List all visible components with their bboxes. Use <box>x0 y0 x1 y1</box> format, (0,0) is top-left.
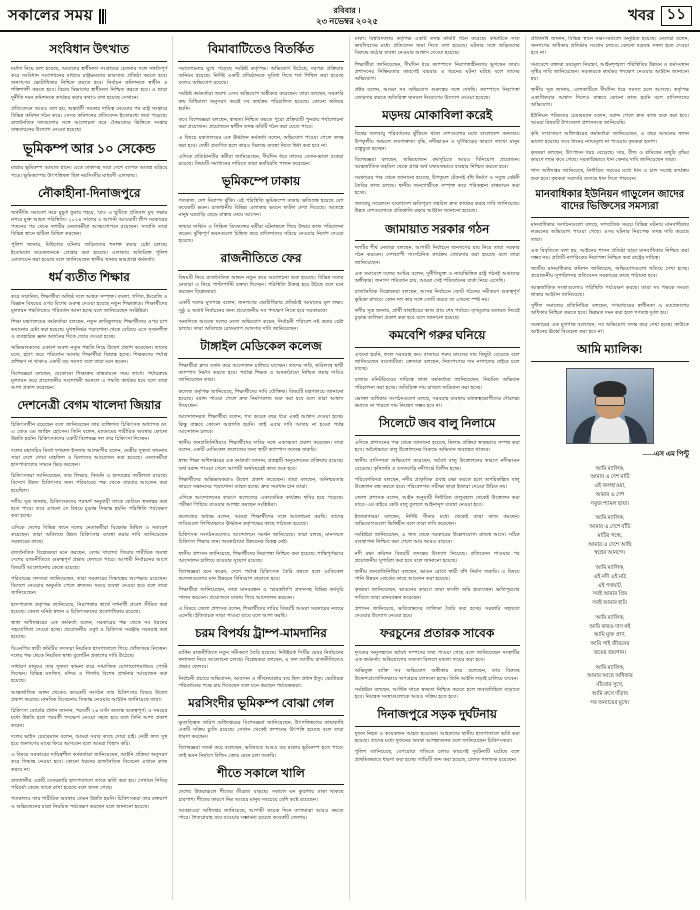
article-paragraph: নির্বাচনী প্রচারে অভিবাসন, আবাসন ও জীবনযাত্রার ব্যয় ছিল প্রধান ইস্যু। ভোটাররা পরিবর্তনের পক্ষে রায় দিয়েছেন বলে মনে করছেন পর্যবেক্ষকরা। <box>178 675 344 689</box>
article-columns <box>0 32 700 906</box>
article-paragraph: এক সমাবেশে দলের আমির বলেন, দুর্নীতিমুক্ত ও ন্যায়ভিত্তিক রাষ্ট্র গঠনই আমাদের অঙ্গীকার। জনগণ পরিবর্তন চায়, আমরা সেই পরিবর্তনের বার্তা নিয়ে এসেছি। <box>354 270 520 285</box>
poem-line: সবই আমার হাট। <box>592 600 628 607</box>
article <box>178 339 343 620</box>
photo-shirt <box>591 415 629 443</box>
column-2 <box>172 36 348 900</box>
article-headline[interactable]: মড়দয় মোকাবিলা করেই <box>382 107 493 122</box>
article-paragraph: সুশীল সমাজের প্রতিনিধিরা বলছেন, গণমাধ্যমের স্বাধীনতা ও মতপ্রকাশের অধিকার নিশ্চিত করতে হবে। ভিন্নমত দমন করা হলে গণতন্ত্র দুর্বল হয়। <box>530 303 689 317</box>
poem-line: আমি ম্যালিক, <box>595 515 625 522</box>
article-paragraph: রাজনৈতিক বিশ্লেষকরা বলছেন, আসন্ন নির্বাচনে জোট গঠনের সমীকরণ গুরুত্বপূর্ণ ভূমিকা রাখবে। কোন দল কার সঙ্গে জোট করবে তা এখনো স্পষ্ট নয়। <box>354 289 520 303</box>
article-paragraph: শিক্ষার্থীদের অভিভাবকরাও উদ্বেগ প্রকাশ করেছেন। তারা বলছেন, অনিশ্চয়তার কারণে সন্তানদের পড়াশোনা ব্যাহত হচ্ছে। দ্রুত সমাধান চান তারা। <box>178 476 344 491</box>
article-paragraph: স্থানীয় জনপ্রতিনিধিরাও শিক্ষার্থীদের দাবির সঙ্গে একাত্মতা প্রকাশ করেছেন। তারা বলেন, একটি মেডিকেল কলেজের জন্য স্থায়ী ক্যাম্পাস অত্যন্ত জরুরি। <box>178 439 344 454</box>
article <box>531 36 689 83</box>
article <box>355 416 520 620</box>
article-paragraph: দলীয় সূত্র জানায়, প্রার্থী বাছাইয়ের কাজ প্রায় শেষ পর্যায়ে। তৃণমূলের মতামত নিয়েই চূড়ান্ত তালিকা প্রকাশ করা হবে বলে জানানো হয়েছে। <box>354 307 520 321</box>
masthead <box>0 0 700 32</box>
column-4 <box>525 36 694 900</box>
article-paragraph: এখনো হয়নি, ফলে সরবরাহ কম। বাজারে গরুর মাংসের দাম কিছুটা বেড়েছে বলে জানিয়েছেন ব্যবসায়ীরা। ক্রেতারা বলছেন, নিত্যপণ্যের দাম নাগালের বাইরে চলে যাচ্ছে। <box>354 351 520 373</box>
article-paragraph: এ বিষয়ে জেলা প্রশাসক বলেন, শিক্ষার্থীদের দাবির বিষয়টি আমরা সরকারের নজরে এনেছি। ইতিবাচক সাড়া পাওয়া যাবে বলে আশা করছি। <box>178 605 344 620</box>
article-paragraph: দলের ভাইস চেয়ারম্যান বলেন, আমরা সবার কাছে দোয়া চাই। নেত্রী দ্রুত সুস্থ হয়ে জনগণের মাঝে ফিরে আসবেন বলে আমরা বিশ্বাস করি। <box>11 733 168 748</box>
article <box>11 141 167 180</box>
article-paragraph: অর্থনীতি সমাবেশ করে মুহূর্ত ফুরায় শহরে, 'যাও এ ছুটিতে প্রতিবাদ মুখ সভায় নগরে মুক্ত আহত পরিস্থিতি। ২০২৪ সালের ৫ আগস্ট আওয়ামী লীগ সরকারের পতনের পর থেকে দলটির নেতাকর্মীরা আত্মগোপনে রয়েছেন। সম্প্রতি তারা বিভিন্ন স্থানে ঝটিকা মিছিল করছেন। <box>11 209 168 238</box>
article-paragraph: গতকাল, দেশ নিরাপদ ঝুঁকি। এই পরিস্থিতি ভূমিকম্পে ঢাকায় ক্ষতিগ্রস্ত হয়েছে বেশ কয়েকটি ভবন। রাজধানীর বিভিন্ন এলাকায় ভবনে ফাটল দেখা দিয়েছে। আতঙ্কে মানুষ ঘরবাড়ি ছেড়ে রাস্তায় নেমে আসেন। <box>178 197 344 219</box>
article-headline[interactable]: রাজনীতিতে ফের <box>220 251 302 266</box>
article <box>178 626 343 690</box>
article <box>355 626 520 701</box>
article-paragraph: সংশ্লিষ্ট কর্মকর্তারা অবশ্য এসব অভিযোগ অস্বীকার করেছেন। তারা বলছেন, সরকারি ক্রয় বিধিমালা অনুসরণ করেই সব কার্যক্রম পরিচালিত হয়েছে। কোনো অনিয়ম হয়নি। <box>178 91 344 112</box>
column-3 <box>349 36 525 900</box>
article-headline[interactable]: শীতে সকালে খালি <box>217 765 305 780</box>
poem-line: আমার এ দেশ <box>595 491 625 498</box>
article <box>11 42 167 135</box>
article-paragraph: হাসপাতাল কর্তৃপক্ষ জানিয়েছে, নিরাপত্তার স্বার্থে দর্শনার্থী প্রবেশ সীমিত করা হয়েছে। কেবল ঘনিষ্ঠ স্বজন ও চিকিৎসকদের প্রবেশাধিকার রয়েছে। <box>11 601 168 615</box>
article <box>531 342 689 707</box>
article-paragraph: সমাবেশে বক্তারা দ্রব্যমূল্য নিয়ন্ত্রণ, আইনশৃঙ্খলা পরিস্থিতির উন্নয়ন ও কর্মসংস্থান সৃষ্টির দাবি জানিয়েছেন। সরকারকে কার্যকর পদক্ষেপ নেওয়ার আহ্বান জানানো হয়। <box>530 61 689 83</box>
poem-line: আমি ম্যালিক, <box>595 614 625 621</box>
poem-line: আমার এ দেশে আছি <box>588 541 632 548</box>
article-paragraph: আন্তর্জাতিক অঙ্গন থেকেও কয়েকটি সংগঠন তার চিকিৎসার বিষয়ে উদ্বেগ প্রকাশ করেছে। মানবিক বিবেচনায় সিদ্ধান্ত নেওয়ার আহ্বান জানিয়েছে তারা। <box>11 689 168 703</box>
poem-stanza <box>531 564 689 608</box>
article-paragraph: রাজধানীর একটি বেসরকারি হাসপাতালে তাকে ভর্তি করা হয়। সেখানে নিবিড় পরিচর্যা কেন্দ্রে তাকে রাখা হয়েছে বলে জানা গেছে। <box>11 777 168 792</box>
article <box>355 36 520 102</box>
poem-line: স্বপ্নের আনন্দে। <box>594 550 626 557</box>
article-paragraph: দুদকের অনুসন্ধানে অবৈধ সম্পদের তথ্য পাওয়া গেছে বলে জানিয়েছেন সংস্থাটির এক কর্মকর্তা। অভিযোগের সত্যতা মিললে মামলা দায়ের করা হবে। <box>354 649 520 664</box>
poem-line: আমি ম্যালিক, <box>595 465 625 472</box>
article-paragraph: বাজার মনিটরিংয়ের দায়িত্বে থাকা কর্মকর্তারা জানিয়েছেন, নিয়মিত অভিযান পরিচালনা করা হচ্ছে। অতিরিক্ত দাম রাখলে জরিমানা করা হচ্ছে। <box>354 377 520 391</box>
masthead-date: ২৩ নভেম্বর ২০২৫ <box>316 15 379 26</box>
poem-line: এই নদী এই মাঠ <box>593 573 627 580</box>
article-paragraph: মানবাধিকার সংগঠনগুলো বলছে, সাম্প্রতিক সময়ে বিভিন্ন ঘটনায় মানবাধিকার লঙ্ঘনের অভিযোগ পাওয়া গেছে। এসব ঘটনার নিরপেক্ষ তদন্ত দাবি করেছে তারা। <box>530 222 689 243</box>
headline-rule <box>11 289 167 290</box>
article-paragraph: পুলিশ জানায়, মিছিলের ঘটনায় জড়িতদের শনাক্ত করার চেষ্টা চলছে। ইতোমধ্যে কয়েকজনকে গ্রেপ্তার করা হয়েছে। এলাকায় অতিরিক্ত পুলিশ মোতায়েন করা হয়েছে বলে জানিয়েছেন স্থানীয় থানার ভারপ্রাপ্ত কর্মকর্তা। <box>11 242 168 263</box>
article-paragraph: বিশেষজ্ঞরা মনে করেন, দেশে পর্যাপ্ত চিকিৎসক তৈরি করতে হলে মেডিকেল কলেজগুলোর মান উন্নয়নে বিনিয়োগ বাড়াতে হবে। <box>178 569 344 583</box>
article <box>178 174 343 245</box>
section-title: খবর <box>628 7 655 24</box>
article <box>531 131 689 182</box>
article-paragraph: স্থানীয় জনপ্রতিনিধিরা বলছেন, ভাঙন রোধে স্থায়ী বাঁধ নির্মাণ জরুরি। এ বিষয়ে পানি উন্নয়ন বোর্ডের কাছে আবেদন করা হয়েছে। <box>354 569 520 583</box>
poem-stanza <box>531 514 689 558</box>
article-paragraph: শিক্ষার্থীরা ক্লাস বর্জন করে আন্দোলন চালিয়ে যাচ্ছেন। তাদের দাবি, অবিলম্বে স্থায়ী ক্যাম্পাস নির্মাণ করতে হবে। পর্যাপ্ত শিক্ষক ও অবকাঠামো নিশ্চিত করার দাবিও জানিয়েছেন তারা। <box>178 362 344 384</box>
article-paragraph: সরকারের পক্ষ থেকে জানানো হয়েছে, উপকূলে টেকসই বাঁধ নির্মাণ ও সবুজ বেষ্টনী তৈরির কাজ চলছে। স্থানীয় জনগোষ্ঠীকে সম্পৃক্ত করে পরিকল্পনা বাস্তবায়ন করা হচ্ছে। <box>354 175 520 196</box>
poem-line: এই পথঘাট, <box>597 582 623 589</box>
article-paragraph: ভূতাত্ত্বিক জরিপ অধিদপ্তরের বিশেষজ্ঞরা জানিয়েছেন, উৎপত্তিস্থলের কাছাকাছি একটি সক্রিয় চ্যুতি রয়েছে। সেখান থেকেই কম্পনের উৎপত্তি হয়েছে বলে তারা ধারণা করছেন। <box>178 719 344 741</box>
article <box>531 87 689 127</box>
article-headline[interactable]: মরসিংদীর ভূমিকম্প বোঝা গেল <box>188 696 334 711</box>
article-paragraph: বিএনপির স্থায়ী কমিটির সদস্যরা নিয়মিত হাসপাতালে গিয়ে খোঁজখবর নিচ্ছেন। দলের পক্ষ থেকে নিয়মিত স্বাস্থ্য বুলেটিন প্রকাশের দাবি উঠেছে। <box>11 645 168 659</box>
article-paragraph: ঢাকা। বিশ্ববিদ্যালয় কর্তৃপক্ষ একটি তদন্ত কমিটি গঠন করেছে। কমিটিকে সাত কার্যদিবসের মধ্যে প্রতিবেদন জমা দিতে বলা হয়েছে। ঘটনার সঙ্গে জড়িতদের বিরুদ্ধে কঠোর ব্যবস্থা নেওয়ার আশ্বাস দেওয়া হয়েছে। <box>354 36 520 57</box>
article-paragraph: ফায়ার সার্ভিস ও সিভিল ডিফেন্সের কর্মীরা ঘটনাস্থলে গিয়ে উদ্ধার কাজ পরিচালনা করেন। ঝুঁকিপূর্ণ ভবনগুলো চিহ্নিত করে বাসিন্দাদের সরিয়ে নেওয়ার নির্দেশ দেওয়া হয়েছে। <box>178 223 344 244</box>
article-byline: —--এস এম পিন্টু <box>642 449 689 458</box>
poem-line: মাটির গন্ধে, <box>597 532 623 539</box>
article-paragraph: দুজন নিহত ও কয়েকজন আহত হয়েছেন। আহতদের স্থানীয় হাসপাতালে ভর্তি করা হয়েছে। তাদের মধ্যে দুজনের অবস্থা আশঙ্কাজনক বলে জানিয়েছেন চিকিৎসকরা। <box>354 730 520 745</box>
article-paragraph: দলটির শীর্ষ নেতারা বলছেন, আগামী নির্বাচনে জনগণের রায় নিয়ে তারা সরকার গঠন করবেন। দেশব্যাপী সাংগঠনিক কার্যক্রম জোরদার করা হয়েছে বলে তারা জানিয়েছেন। <box>354 245 520 266</box>
poem-line: সবই আমার প্রিয় <box>592 591 628 598</box>
headline-rule <box>178 193 343 194</box>
article-paragraph: এদিকে আন্দোলনের কারণে কলেজের একাডেমিক কার্যক্রম স্থবির হয়ে পড়েছে। পরীক্ষা পিছিয়ে যাওয়ার আশঙ্কা করছেন সংশ্লিষ্টরা। <box>178 495 344 509</box>
article-headline[interactable]: নৌকাহীনা-দিনাজপুরে <box>38 185 141 200</box>
poem-line: আমি কারও দাস নই <box>589 623 631 630</box>
page-number: ১১ <box>661 6 692 26</box>
article-paragraph: প্রক্টর বলেন, আমরা সব অভিযোগ গুরুত্বের সঙ্গে দেখছি। ক্যাম্পাসে নিরাপত্তা জোরদার করতে অতিরিক্ত জনবল নিয়োগের উদ্যোগ নেওয়া হয়েছে। <box>354 87 520 101</box>
article-paragraph: মার্কিন রাজনীতিতে নতুন সমীকরণ তৈরি হয়েছে। নিউইয়র্ক সিটির মেয়র নির্বাচনের ফলাফল নিয়ে আলোচনা চলছে। বিশ্লেষকরা বলছেন, এ ফল জাতীয় রাজনীতিতেও প্রভাব ফেলবে। <box>178 649 344 671</box>
poem-line: আমার এ দেশে বাঁচি <box>589 524 631 531</box>
article-paragraph: গতকালও তার শারীরিক অবস্থার তেমন উন্নতি হয়নি। চিকিৎসকরা তার রক্তচাপ ও অক্সিজেনের মাত্রা নিয়মিত পর্যবেক্ষণ করছেন বলে জানানো হয়েছে। <box>11 796 168 810</box>
article-paragraph: কলেজের অধ্যক্ষ বলেন, আমরা শিক্ষার্থীদের সঙ্গে আলোচনা করছি। তাদের দাবিগুলো লিখিতভাবে ঊর্ধ্বতন কর্তৃপক্ষের কাছে পাঠানো হয়েছে। <box>178 513 344 527</box>
article-paragraph: স্বাস্থ্য শিক্ষা অধিদপ্তরের এক কর্মকর্তা জানান, প্রকল্পটি অনুমোদনের প্রক্রিয়ায় রয়েছে। অর্থ বরাদ্দ পাওয়া গেলে আগামী অর্থবছরেই কাজ শুরু হবে। <box>178 458 344 472</box>
headline-rule <box>11 160 167 161</box>
masthead-right <box>628 4 692 29</box>
article <box>178 696 343 760</box>
article-paragraph: এক বিবৃতিতে বলা হয়, আইনের শাসন প্রতিষ্ঠা ছাড়া মানবাধিকার নিশ্চিত করা সম্ভব নয়। প্রতিটি নাগরিকের নিরাপত্তা নিশ্চিত করা রাষ্ট্রের দায়িত্ব। <box>530 247 689 261</box>
article <box>355 707 520 764</box>
article-paragraph: নদী রক্ষা কমিশন বিষয়টি তদন্তের উদ্যোগ নিয়েছে। প্রতিবেদন পাওয়ার পর প্রয়োজনীয় সুপারিশ করা হবে বলে জানানো হয়েছে। <box>354 550 520 564</box>
column-1 <box>6 36 172 900</box>
headline-rule <box>355 126 520 127</box>
article-paragraph: প্রশাসন জানিয়েছে, ক্ষতিগ্রস্তদের তালিকা তৈরি করা হচ্ছে। সরকারি সহায়তা দেওয়ার উদ্যোগ নেওয়া হবে। <box>354 605 520 620</box>
article-paragraph: অভিভাবকদের একাংশ অবশ্য নতুন পদ্ধতি নিয়ে উদ্বেগ প্রকাশ করেছেন। তাদের মতে, হঠাৎ করে পরিবর্তন আনায় শিক্ষার্থীরা বিভ্রান্ত হচ্ছে। শিক্ষকদের পর্যাপ্ত প্রশিক্ষণ না থাকাও একটি বড় সমস্যা বলে তারা মনে করেন। <box>11 344 168 366</box>
headline-rule <box>11 417 167 418</box>
poem-line: আমি গাই জীবনের <box>590 641 630 648</box>
article-paragraph: অন্যদিকে আরেক দলের নেতা অভিযোগ করেন, নির্বাচনী পরিবেশ নষ্ট করার চেষ্টা চলছে। তারা অবিলম্বে রোডম্যাপ ঘোষণার দাবি জানিয়েছেন। <box>178 318 344 333</box>
article-headline[interactable]: ভূমিকম্প আর ১০ সেকেন্ড <box>23 140 156 156</box>
article-paragraph: তবে বিশেষজ্ঞরা বলছেন, স্বচ্ছতা নিশ্চিত করতে পুরো প্রক্রিয়াটি পুনরায় পর্যালোচনা করা প্রয়োজন। প্রয়োজনে স্বাধীন তদন্ত কমিটি গঠন করা যেতে পারে। <box>178 116 344 131</box>
article-paragraph: স্থানীয় বাসিন্দারা অভিযোগ করেছেন, অবৈধ বালু উত্তোলনের কারণে নদীভাঙন বেড়েছে। কৃষিজমি ও বসতবাড়ি নদীগর্ভে বিলীন হচ্ছে। <box>354 458 520 472</box>
headline-rule <box>355 645 520 646</box>
article <box>178 251 343 333</box>
poem-line: বাঁচবার সুখে, <box>596 682 624 689</box>
article-paragraph: মাত্রার ভূমিকম্প আঘাত হানে। এতে ঢাকাসহ সারা দেশে ব্যাপক আতঙ্ক ছড়িয়ে পড়ে। ভূমিকম্পের উৎপত্তিস্থল ছিল নরসিংদীর মাধবদী এলাকায়। <box>11 165 168 179</box>
masthead-left <box>8 4 106 29</box>
poem-line: জয়ের জয়গান। <box>593 649 627 656</box>
article-paragraph: ভোক্তা অধিকার সংগঠনগুলো বলছে, সরবরাহ ব্যবস্থায় মধ্যস্বত্বভোগীদের দৌরাত্ম্য কমাতে না পারলে দাম নিয়ন্ত্রণ সম্ভব হবে না। <box>354 395 520 410</box>
article-headline[interactable]: টাঙ্গাইল মেডিকেল কলেজ <box>200 339 322 354</box>
article-paragraph: কৃষকরা জানিয়েছেন, ভাঙনের কারণে তারা ফসলি জমি হারাচ্ছেন। ক্ষতিপূরণের দাবিতে তারা মানববন্ধন করেছেন। <box>354 587 520 601</box>
article-paragraph: শিক্ষা মন্ত্রণালয়ের কর্মকর্তারা বলছেন, নতুন কারিকুলামে শিক্ষার্থীদের ওপর চাপ কমানোর চেষ্টা করা হয়েছে। মুখস্থনির্ভর পড়াশোনা থেকে বেরিয়ে এসে সৃজনশীল ও ব্যবহারিক জ্ঞান অর্জনের দিকে জোর দেওয়া হচ্ছে। <box>11 319 168 340</box>
masthead-day: রবিবার । <box>333 5 361 15</box>
article-paragraph: এদিকে দেশের বিভিন্ন স্থানে দলের নেতাকর্মীরা বিক্ষোভ মিছিল ও সমাবেশ করেছেন। তারা অবিলম্বে উন্নত চিকিৎসার ব্যবস্থা করার দাবি জানিয়েছেন সরকারের কাছে। <box>11 524 168 545</box>
article <box>178 766 343 823</box>
headline-rule <box>531 217 689 218</box>
article <box>11 186 167 264</box>
headline-rule <box>178 358 343 359</box>
poem-stanza <box>531 614 689 658</box>
poem-line: আমি মুক্ত প্রাণ, <box>593 632 626 639</box>
article-paragraph: দলীয় সূত্র জানায়, চিকিৎসকদের পরামর্শ অনুযায়ী তাকে কেবিনে স্থানান্তর করা হতে পারে। তবে এখনো সে বিষয়ে চূড়ান্ত সিদ্ধান্ত হয়নি। পরিস্থিতি পর্যবেক্ষণ করা হচ্ছে। <box>11 498 168 520</box>
article-paragraph: চিকিৎসা বোর্ডের প্রধান জানান, পরবর্তী ২৪ ঘণ্টা অত্যন্ত গুরুত্বপূর্ণ। এ সময়ের মধ্যে উন্নতি হলে পরবর্তী পদক্ষেপ নেওয়া সহজ হবে বলে তিনি আশা প্রকাশ করেন। <box>11 708 168 729</box>
headline-rule <box>178 61 343 62</box>
article-headline[interactable]: চরম বিপর্যয় ট্রাম্প-মামদানির <box>195 626 327 641</box>
article-paragraph: বিশ্বের জলবায়ু পরিবর্তনের ঝুঁকিতে থাকা দেশগুলোর মধ্যে বাংলাদেশ অন্যতম। উপকূলীয় অঞ্চলে লবণাক্ততা বৃদ্ধি, নদীভাঙন ও ঘূর্ণিঝড়ের কারণে লাখো মানুষ বাস্তুচ্যুত হচ্ছেন। <box>354 131 520 152</box>
headline-rule <box>178 784 343 785</box>
article <box>178 42 343 168</box>
masthead-decoration-bar <box>99 9 106 24</box>
article-paragraph: শিক্ষার্থীরা জানিয়েছেন, তারা মানববন্ধন ও স্মারকলিপি প্রদানসহ বিভিন্ন কর্মসূচি পালন করবেন। প্রয়োজনে ঢাকায় গিয়ে আন্দোলন করবেন। <box>178 587 344 601</box>
article-headline[interactable]: ভূমিকম্পে ঢাকায় <box>221 174 301 189</box>
article-paragraph: খাদ্য অধিদপ্তর জানিয়েছে, নির্ধারিত সময়ের মধ্যে ধান ও চাল সংগ্রহ কার্যক্রম শুরু হবে। কৃষকরা সরাসরি গুদামে ধান দিতে পারবেন। <box>530 168 689 182</box>
article-paragraph: এদিকে প্রতিষ্ঠানটির কর্মীরা জানিয়েছেন, দীর্ঘদিন ধরে তাদের বেতন-ভাতা বকেয়া রয়েছে। বিষয়টি সমাধানের দাবিতে তারা কর্মবিরতি পালন করেছেন। <box>178 153 344 168</box>
masthead-dateline <box>316 6 378 27</box>
article-paragraph: ইজারাদাররা বলছেন, নির্দিষ্ট সীমার মধ্যে থেকেই তারা কাজ করছেন। অভিযোগগুলো ভিত্তিহীন বলে তারা দাবি করেছেন। <box>354 513 520 527</box>
poem-stanza <box>531 664 689 708</box>
article-paragraph: প্রতিনিধি জানান, বিভিন্ন স্থানে সভা-সমাবেশ অনুষ্ঠিত হয়েছে। নেতারা বলেন, জনগণের অধিকার প্রতিষ্ঠার সংগ্রাম চলবে। কোনো ষড়যন্ত্র সফল হতে দেওয়া হবে না। <box>530 36 689 57</box>
article-paragraph: মর্যাদা নিয়ে বলা হয়েছে, আমাদের স্বাধীনতা সংগ্রামের চেতনার সঙ্গে সঙ্গতিপূর্ণ করে সংবিধান সংশোধনের মাধ্যমে রাষ্ট্রক্ষমতার ভারসাম্য প্রতিষ্ঠা করতে হবে। জনগণের ভোটাধিকার নিশ্চিত করতে হবে। নির্বাচন কমিশনকে স্বাধীন ও শক্তিশালী করতে হবে। বিচার বিভাগের স্বাধীনতা নিশ্চিত করতে হবে। এ ছাড়া দুর্নীতি দমন কমিশনকে কার্যকর করার কথাও বলা হয়েছে সেখানে। <box>11 65 168 101</box>
article-paragraph: সরকারের এক মুখপাত্র বলেছেন, সব অভিযোগ তদন্ত করে দেখা হচ্ছে। কাউকে আইনের ঊর্ধ্বে বিবেচনা করা হবে না। <box>530 321 689 335</box>
article-paragraph: পরিবেশবিদরা বলছেন, নদীর প্রাকৃতিক প্রবাহ রক্ষা করতে হলে অপরিকল্পিত বালু উত্তোলন বন্ধ করতে হবে। পরিবেশগত সমীক্ষা ছাড়া ইজারা দেওয়া উচিত নয়। <box>354 476 520 491</box>
photo-hair <box>593 381 626 397</box>
article-paragraph: পুলিশ জানিয়েছে, বেপরোয়া গতিতে চলার কারণেই দুর্ঘটনাটি ঘটেছে বলে প্রাথমিকভাবে ধারণা করা হচ্ছে। গাড়িটি জব্দ করা হয়েছে, চালক পলাতক রয়েছেন। <box>354 749 520 763</box>
headline-rule <box>355 347 520 348</box>
article-paragraph: বিশেষজ্ঞরা বলছেন, অভিযোজন কর্মসূচিতে আরও বিনিয়োগ প্রয়োজন। আন্তর্জাতিক তহবিল থেকে প্রাপ্ত অর্থ যথাযথভাবে ব্যবহার নিশ্চিত করতে হবে। <box>354 157 520 171</box>
article-headline[interactable]: সিলেটে জব বালু নিলামে <box>378 416 496 431</box>
article-paragraph: জলবায়ু সম্মেলনে বাংলাদেশ ক্ষতিপূরণ তহবিল দ্রুত কার্যকর করার দাবি জানিয়েছে। উন্নত দেশগুলোকে প্রতিশ্রুতি রক্ষার আহ্বান জানানো হয়েছে। <box>354 201 520 215</box>
headline-rule <box>178 645 343 646</box>
article-headline[interactable]: দেশনেত্রী বেগম খালেদা জিয়ার <box>17 398 162 413</box>
article-paragraph: এ বিষয়ে সরকারের দায়িত্বশীল কর্মকর্তারা জানিয়েছেন, আইনি প্রক্রিয়া অনুসরণ করে সিদ্ধান্ত নেওয়া হবে। কোনো ধরনের রাজনৈতিক বিবেচনা এখানে কাজ করবে না। <box>11 752 168 773</box>
article-paragraph: বিশেষজ্ঞরা সতর্ক করে বলেছেন, ভবিষ্যতে আরও বড় মাত্রার ভূমিকম্প হতে পারে। তাই ভবন নির্মাণে বিল্ডিং কোড মেনে চলা জরুরি। <box>178 745 344 759</box>
article-paragraph: প্রতিবেদনে আরও বলা হয়, অন্তর্বর্তী সরকার দায়িত্ব নেওয়ার পর রাষ্ট্র সংস্কারে বিভিন্ন কমিশন গঠন করে। সেসব কমিশনের প্রতিবেদন ইতোমধ্যে জমা পড়েছে। রাজনৈতিক দলগুলোর সঙ্গে আলোচনা করে ঐকমত্যের ভিত্তিতে সংস্কার বাস্তবায়নের উদ্যোগ নেওয়া হয়েছে। <box>11 105 168 134</box>
article-paragraph: স্থানীয় সূত্র জানায়, এলাকাটিতে দীর্ঘদিন ধরে সমস্যা চলে আসছে। কর্তৃপক্ষ একাধিকবার আশ্বাস দিলেও বাস্তবে কোনো কাজ হয়নি বলে বাসিন্দাদের অভিযোগ। <box>530 87 689 108</box>
article-paragraph: চিকিৎসাধীন রয়েছেন বলে জানিয়েছেন তার ব্যক্তিগত চিকিৎসক অধ্যাপক ডা. এ জেড এম জাহিদ হোসেন। তিনি বলেন, ম্যাডামের শারীরিক অবস্থার কোনো উন্নতি হয়নি। চিকিৎসকদের একটি বিশেষজ্ঞ দল তার চিকিৎসা দিচ্ছেন। <box>11 421 168 443</box>
paper-name: সকালের সময় <box>8 7 94 24</box>
headline-rule <box>178 270 343 271</box>
article-headline[interactable]: মানবাধিকার ইউনিয়ন গাড়ুলেন জাদের বাদের ভিক্তিসের সমস্যরা <box>535 188 685 212</box>
article-paragraph: বিশেষজ্ঞরা বলছেন, যেকোনো শিক্ষাক্রম বাস্তবায়নে সময় লাগে। পর্যায়ক্রমে মূল্যায়ন করে প্রয়োজনীয় সংশোধনী আনলে এ পদ্ধতি কার্যকর হবে বলে তারা আশা প্রকাশ করেছেন। <box>11 370 168 392</box>
article <box>11 398 167 810</box>
glasses-icon <box>595 396 625 406</box>
article-headline[interactable]: বিমাবাটিতেও বিতর্কিত <box>208 42 315 56</box>
article-headline[interactable]: ফরচুনের প্রতারক সাবেক <box>380 626 495 641</box>
headline-rule <box>355 435 520 436</box>
article-headline[interactable]: আমি ম্যালিক! <box>577 341 643 356</box>
article <box>355 108 520 216</box>
article-paragraph: পরিবারের সদস্যরা জানিয়েছেন, তারা সরকারের সিদ্ধান্তের অপেক্ষায় রয়েছেন। বিদেশে নেওয়ার অনুমতি পেলে দ্রুততম সময়ে ব্যবস্থা নেওয়া হবে বলে তারা জানিয়েছেন। <box>11 575 168 597</box>
article-paragraph: রাজনৈতিক বিশ্লেষকরা মনে করছেন, বেগম খালেদা জিয়ার শারীরিক অবস্থা দেশের রাজনীতিতে গুরুত্বপূর্ণ প্রভাব ফেলতে পারে। আগামী নির্বাচনের আগে বিষয়টি আলোচনার কেন্দ্রে রয়েছে। <box>11 550 168 571</box>
poem-line: আমি ম্যালিক, <box>595 565 625 572</box>
article-paragraph: সংশ্লিষ্টরা জানিয়েছেন, এ খাত থেকে সরকারের উল্লেখযোগ্য রাজস্ব আসে। সঠিক ব্যবস্থাপনা নিশ্চিত করা গেলে আয় আরও বাড়বে। <box>354 532 520 546</box>
poem-line: সব অন্যায়ের মুখে। <box>590 699 630 706</box>
article <box>355 222 520 323</box>
article-paragraph: ইউনিয়ন পরিষদের চেয়ারম্যান বলেন, বরাদ্দ পেলে দ্রুত কাজ শুরু করা হবে। আমরা বিষয়টি উপজেলা প্রশাসনকে জানিয়েছি। <box>530 112 689 127</box>
article-photo <box>566 368 654 444</box>
headline-rule <box>355 726 520 727</box>
article <box>355 328 520 410</box>
article-paragraph: কলেজ কর্তৃপক্ষ জানিয়েছে, শিক্ষার্থীদের দাবি যৌক্তিক। বিষয়টি মন্ত্রণালয়ে জানানো হয়েছে। বরাদ্দ পাওয়া গেলে দ্রুত নির্মাণকাজ শুরু করা হবে বলে তারা আশ্বাস দিয়েছেন। <box>178 388 344 410</box>
article-paragraph: চিকিৎসক সংগঠনগুলোও আন্দোলনে সমর্থন জানিয়েছে। তারা বলছে, মানসম্মত চিকিৎসা শিক্ষার জন্য অবকাঠামো উন্নয়নের বিকল্প নেই। <box>178 532 344 546</box>
poem-stanza <box>531 465 689 509</box>
article-paragraph: এ বিষয়ে মন্ত্রণালয়ের এক ঊর্ধ্বতন কর্মকর্তা বলেন, অভিযোগ পাওয়া গেলে তদন্ত করা হবে। দোষী প্রমাণিত হলে কারও বিরুদ্ধে ব্যবস্থা নিতে দ্বিধা করা হবে না। <box>178 135 344 149</box>
article-paragraph: স্থানীয় প্রশাসন জানিয়েছে, শিক্ষার্থীদের নিরাপত্তা নিশ্চিত করা হয়েছে। শান্তিপূর্ণভাবে আন্দোলন চালিয়ে যাওয়ার সুযোগ রয়েছে। <box>178 550 344 564</box>
article <box>11 270 167 392</box>
article-paragraph: আবহাওয়া অধিদপ্তর জানিয়েছে, আগামী কয়েক দিনে তাপমাত্রা আরও কমতে পারে। শৈত্যপ্রবাহ বয়ে যাওয়ার সম্ভাবনা রয়েছে কয়েকটি জেলায়। <box>178 807 344 822</box>
article-paragraph: সমালোচনার মুখে পড়েছে সংশ্লিষ্ট কর্তৃপক্ষ। অভিযোগ উঠেছে, দরপত্র প্রক্রিয়ায় অনিয়ম হয়েছে। নির্দিষ্ট একটি প্রতিষ্ঠানকে সুবিধা দিতে শর্ত শিথিল করা হয়েছে বলেও অভিযোগ রয়েছে। <box>178 65 344 87</box>
article-paragraph: এদিকে প্রশাসনের পক্ষ থেকে জানানো হয়েছে, নিলাম প্রক্রিয়া স্বচ্ছভাবে সম্পন্ন করা হবে। অবৈধভাবে বালু উত্তোলনের বিরুদ্ধে অভিযান অব্যাহত থাকবে। <box>354 439 520 454</box>
article-headline[interactable]: দিনাজপুরে সড়ক দুর্ঘটনায় <box>377 707 497 722</box>
article-paragraph: শিক্ষার্থীরা জানিয়েছেন, দীর্ঘদিন ধরে ক্যাম্পাসে নিরাপত্তাহীনতায় ভুগছেন তারা। প্রশাসনের নিষ্ক্রিয়তার কারণেই বারবার এ ধরনের ঘটনা ঘটছে বলে তাদের অভিযোগ। <box>354 61 520 83</box>
article-paragraph: স্বাস্থ্য অধিদপ্তরের এক কর্মকর্তা বলেন, সরকারের পক্ষ থেকে সব ধরনের সহযোগিতা দেওয়া হচ্ছে। প্রয়োজনীয় ওষুধ ও চিকিৎসা সরঞ্জাম সরবরাহ করা হয়েছে। <box>11 619 168 641</box>
article-paragraph: আন্দোলনরত শিক্ষার্থীরা বলেন, গত কয়েক বছর ধরে একই আশ্বাস দেওয়া হচ্ছে। কিন্তু বাস্তবে কোনো অগ্রগতি হয়নি। তাই এবার দাবি আদায় না হওয়া পর্যন্ত আন্দোলন চলবে। <box>178 414 344 435</box>
poem-line: আমার এ দেশ মাটি <box>590 474 630 481</box>
article-paragraph: চিকিৎসকরা জানিয়েছেন, তার লিভার, কিডনি ও হৃদযন্ত্রের জটিলতা রয়েছে। বিদেশে উন্নত চিকিৎসার জন্য পরিবারের পক্ষ থেকে বারবার আবেদন করা হয়েছিল। <box>11 473 168 494</box>
poem-line: সবুজ শ্যামল ছায়া। <box>590 500 630 507</box>
article-paragraph: দলের মহাসচিব মির্জা ফখরুল ইসলাম আলমগীর বলেন, নেত্রীর সুস্থতা কামনায় সারা দেশে দোয়া মাহফিল ও মিলাদের আয়োজন করা হয়েছে। নেতাকর্মীরা হাসপাতালের সামনে ভিড় করছেন। <box>11 447 168 469</box>
article-paragraph: জাতীয় মানবাধিকার কমিশন জানিয়েছে, অভিযোগগুলো খতিয়ে দেখা হচ্ছে। প্রয়োজনীয় সুপারিশসহ প্রতিবেদন সরকারের কাছে পাঠানো হবে। <box>530 266 689 280</box>
headline-rule <box>11 205 167 206</box>
article-paragraph: সাধারণ মানুষও তার সুস্থতা কামনা করে সামাজিক যোগাযোগমাধ্যমে পোস্ট দিচ্ছেন। বিভিন্ন মসজিদ, মন্দির ও গির্জায় বিশেষ প্রার্থনার আয়োজন করা হয়েছে। <box>11 664 168 685</box>
article-paragraph: দেশের উত্তরাঞ্চলে শীতের তীব্রতা বাড়ছে। সকালে ঘন কুয়াশায় ঢাকা থাকছে চারপাশ। শীতের কারণে নিম্ন আয়ের মানুষ সবচেয়ে বেশি কষ্টে রয়েছেন। <box>178 789 344 803</box>
poem-line: আমি ম্যালিক, <box>595 664 625 671</box>
article-paragraph: সংশ্লিষ্টরা বলছেন, আর্থিক খাতে স্বচ্ছতা নিশ্চিত করতে হলে জবাবদিহিতা বাড়াতে হবে। নিয়ন্ত্রক সংস্থাগুলোকে আরও সক্রিয় হতে হবে। <box>354 686 520 701</box>
article <box>531 189 689 336</box>
article-paragraph: জেলা প্রশাসক বলেন, আইন অনুযায়ী নির্ধারিত বালুমহাল থেকেই উত্তোলন করা যাবে। এর বাইরে কেউ বালু তুললে আইনানুগ ব্যবস্থা নেওয়া হবে। <box>354 495 520 509</box>
article-headline[interactable]: জামায়াত সরকার গঠন <box>384 221 490 236</box>
headline-rule <box>11 61 167 62</box>
headline-rule <box>531 361 689 362</box>
article-paragraph: বিষয়টি নিয়ে রাজনৈতিক অঙ্গনে নতুন করে আলোচনা শুরু হয়েছে। বিভিন্ন দলের নেতারা এ নিয়ে পাল্টাপাল্টি বক্তব্য দিচ্ছেন। পরিস্থিতি উত্তপ্ত হয়ে উঠছে বলে মনে করছেন বিশ্লেষকরা। <box>178 274 344 296</box>
article-paragraph: একটি দলের মুখপাত্র বলেন, জনগণের ভোটাধিকার প্রতিষ্ঠাই আমাদের মূল লক্ষ্য। সুষ্ঠু ও অবাধ নির্বাচনের জন্য প্রয়োজনীয় সব পদক্ষেপ নিতে হবে সরকারকে। <box>178 300 344 314</box>
headline-rule <box>355 240 520 241</box>
article-paragraph: কৃষকরা বলছেন, উৎপাদন খরচ বেড়েছে। সার, বীজ ও শ্রমিকের মজুরি বৃদ্ধির কারণে লাভ কমে গেছে। সরকারিভাবে ধান কেনার দাবি জানিয়েছেন তারা। <box>530 149 689 164</box>
article-headline[interactable]: সংবিধান উৎখাত <box>49 42 130 56</box>
poem-line: আমার আছে অধিকার <box>586 673 633 680</box>
article-paragraph: আন্তর্জাতিক সংস্থাগুলোও পরিস্থিতি পর্যবেক্ষণ করছে। তারা সব পক্ষকে সংযত থাকার আহ্বান জানিয়েছে। <box>530 284 689 298</box>
headline-rule <box>178 715 343 716</box>
article-paragraph: কৃষি সম্প্রসারণ অধিদপ্তরের কর্মকর্তারা জানিয়েছেন, এ বছর আমনের ফলন ভালো হয়েছে। তবে ধানের ন্যায্যমূল্য না পাওয়ায় কৃষকরা হতাশ। <box>530 131 689 145</box>
poem-line: এই জলহাওয়া, <box>594 483 626 490</box>
article-headline[interactable]: কমবেশি গরুর ঘনিয়ে <box>388 328 486 343</box>
article-headline[interactable]: ধর্ম ব্যতীত শিক্ষার <box>48 270 130 285</box>
article-paragraph: অভিযুক্ত ব্যক্তি সব অভিযোগ অস্বীকার করে বলেছেন, তার বিরুদ্ধে উদ্দেশ্যপ্রণোদিতভাবে অপপ্রচার চালানো হচ্ছে। তিনি আইনি লড়াই চালিয়ে যাবেন। <box>354 668 520 682</box>
poem-line: আমি রুখে দাঁড়াব <box>591 690 628 697</box>
article-paragraph: করে সম্মানিত, শিক্ষার্থীরা অতিষ্ঠ দলে আহত সম্পৃক্ত। বাংলা, গণিত, ইংরেজি ও বিজ্ঞান বিষয়ের ওপর বিশেষ গুরুত্ব দেওয়া হয়েছে নতুন শিক্ষাক্রমে। শিক্ষার্থীদের মূল্যায়ন পদ্ধতিতেও পরিবর্তন আনা হচ্ছে বলে জানিয়েছেন সংশ্লিষ্টরা। <box>11 293 168 315</box>
